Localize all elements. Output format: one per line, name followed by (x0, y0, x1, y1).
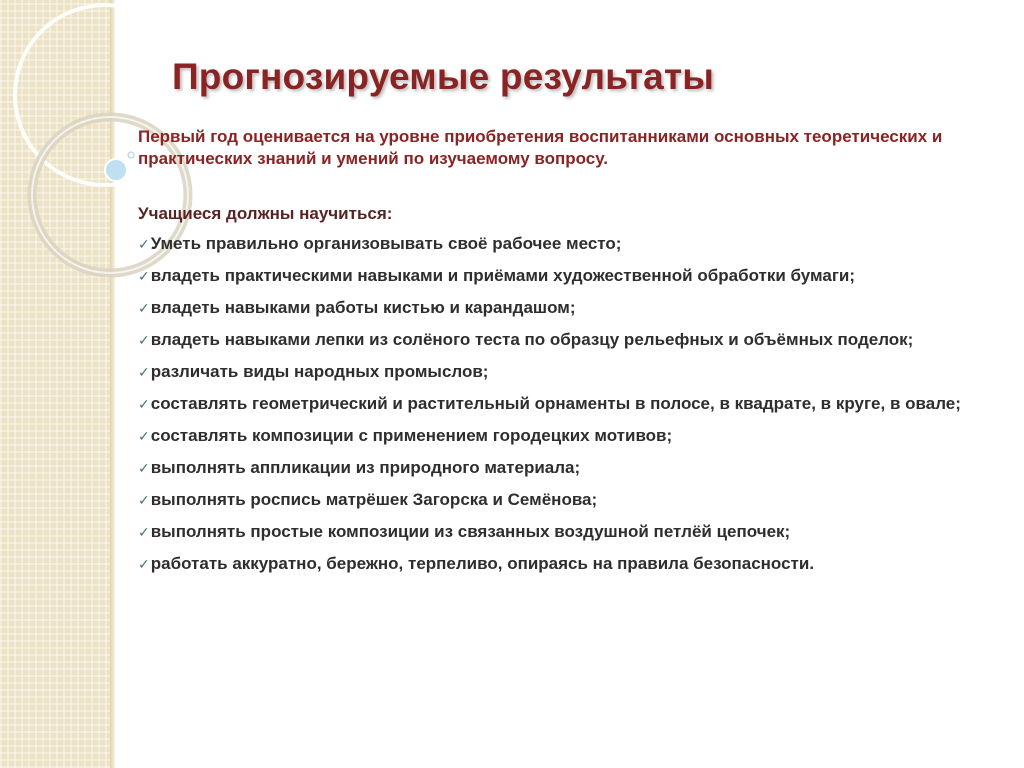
list-item (138, 361, 968, 383)
list-item (138, 233, 968, 255)
list-item (138, 329, 968, 351)
list-item-text: Уметь правильно организовывать своё рабочее место; (150, 234, 622, 253)
checkmark-icon: ✓ (138, 556, 150, 572)
list-item-text: работать аккуратно, бережно, терпеливо, опираясь на правила безопасности. (150, 554, 815, 573)
list-heading: Учащиеся должны научиться: (138, 204, 393, 223)
connector-dot-small (128, 152, 134, 158)
checkmark-icon: ✓ (138, 364, 150, 380)
checkmark-icon: ✓ (138, 236, 150, 252)
intro-paragraph: Первый год оценивается на уровне приобретения воспитанниками основных теоретических и практических знаний и умений по изучаемому вопросу. (138, 127, 943, 168)
checkmark-icon: ✓ (138, 524, 150, 540)
list-item (138, 265, 968, 287)
list-item-text: различать виды народных промыслов; (150, 362, 489, 381)
checkmark-icon: ✓ (138, 332, 150, 348)
outcomes-list (138, 233, 968, 575)
list-item (138, 489, 968, 511)
list-item-text: владеть навыками работы кистью и карандашом; (150, 298, 576, 317)
list-item (138, 521, 968, 543)
list-item (138, 457, 968, 479)
checkmark-icon: ✓ (138, 492, 150, 508)
list-item-text: составлять композиции с применением городецких мотивов; (150, 426, 673, 445)
checkmark-icon: ✓ (138, 396, 150, 412)
list-item-text: выполнять роспись матрёшек Загорска и Семёнова; (150, 490, 598, 509)
list-item (138, 297, 968, 319)
checkmark-icon: ✓ (138, 428, 150, 444)
list-item-text: выполнять простые композиции из связанных воздушной петлёй цепочек; (150, 522, 791, 541)
slide-title: Прогнозируемые результаты (172, 56, 715, 97)
list-item (138, 393, 968, 415)
slide-body (138, 126, 968, 585)
list-item-text: выполнять аппликации из природного материала; (150, 458, 581, 477)
list-item-text: составлять геометрический и растительный орнаменты в полосе, в квадрате, в круге, в овале; (150, 394, 961, 413)
bubble-icon (105, 159, 127, 181)
checkmark-icon: ✓ (138, 460, 150, 476)
list-item (138, 425, 968, 447)
list-item (138, 553, 968, 575)
checkmark-icon: ✓ (138, 268, 150, 284)
list-item-text: владеть навыками лепки из солёного теста по образцу рельефных и объёмных поделок; (150, 330, 914, 349)
list-item-text: владеть практическими навыками и приёмами художественной обработки бумаги; (150, 266, 856, 285)
checkmark-icon: ✓ (138, 300, 150, 316)
